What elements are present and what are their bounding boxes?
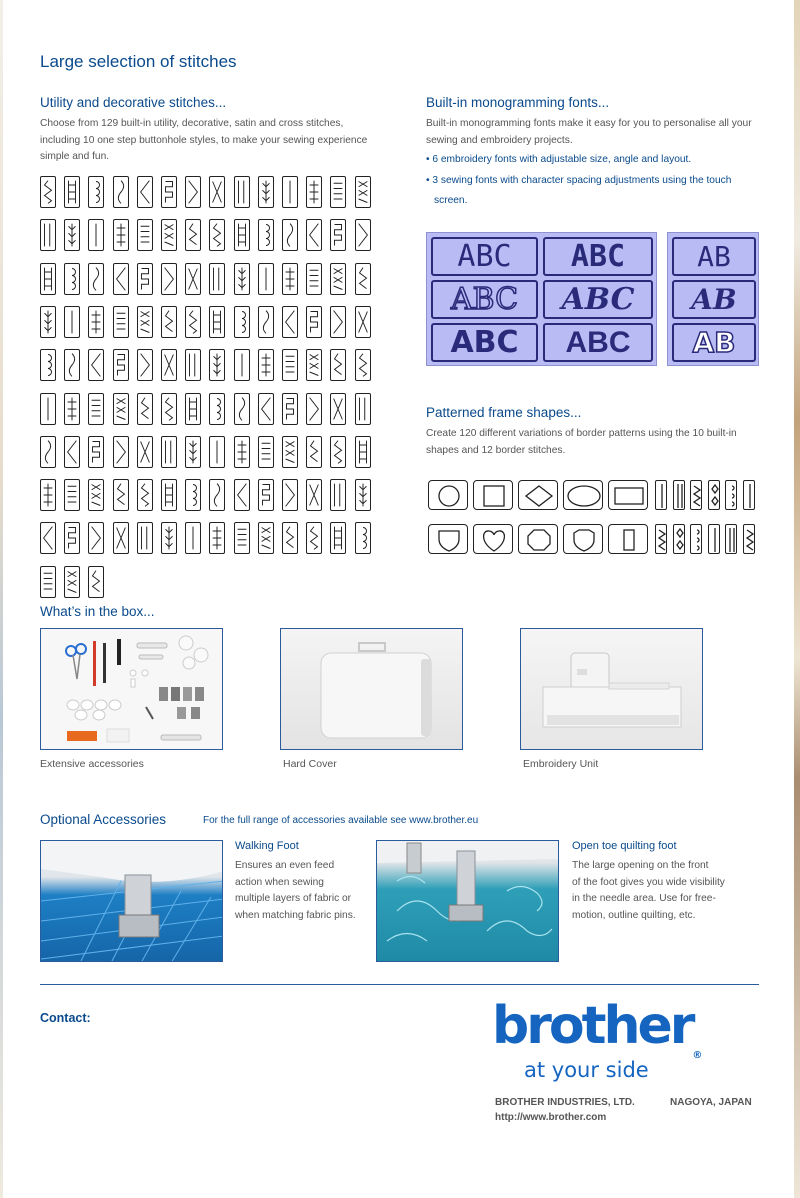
registered-mark: ® [692,1050,703,1061]
font-sample: AB [672,237,756,276]
stitch-pattern-icon [137,522,153,554]
stitch-pattern-icon [137,393,153,425]
stitch-pattern-icon [88,436,104,468]
stitch-pattern-icon [113,436,129,468]
stitch-pattern-icon [64,566,80,598]
stitch-pattern-icon [40,349,56,381]
stitch-pattern-icon [330,479,346,511]
hard-cover-photo [280,628,463,750]
stitch-pattern-icon [355,263,371,295]
utility-heading: Utility and decorative stitches... [40,95,227,110]
stitch-pattern-icon [40,393,56,425]
border-stitch-icon [708,480,720,510]
stitch-pattern-icon [185,349,201,381]
frame-narrow-rectangle [608,524,648,554]
company-name: BROTHER INDUSTRIES, LTD. [495,1097,635,1108]
quilting-foot-photo [376,840,559,962]
stitch-pattern-icon [355,306,371,338]
stitch-pattern-icon [355,436,371,468]
stitch-pattern-icon [113,306,129,338]
stitch-pattern-icon [306,436,322,468]
quilting-foot-line: motion, outline quilting, etc. [572,909,696,921]
frame-crest [563,524,603,554]
stitch-pattern-icon [282,393,298,425]
stitch-pattern-icon [88,522,104,554]
monogram-bullet-3: screen. [434,195,468,206]
font-sample: ABC [543,237,653,276]
quilting-foot-line: The large opening on the front [572,860,709,871]
stitch-pattern-icon [64,176,80,208]
company-url[interactable]: http://www.brother.com [495,1112,607,1123]
stitch-pattern-icon [185,479,201,511]
quilting-foot-line: in the needle area. Use for free- [572,893,716,904]
stitch-pattern-icon [161,349,177,381]
stitch-pattern-icon [137,436,153,468]
font-sample: ABC [543,280,653,319]
stitch-pattern-icon [355,219,371,251]
stitch-pattern-icon [258,263,274,295]
stitch-pattern-icon [306,263,322,295]
stitch-pattern-icon [234,306,250,338]
walking-foot-line: multiple layers of fabric or [235,893,352,904]
stitch-pattern-icon [355,349,371,381]
border-stitch-icon [673,524,685,554]
frame-shield [428,524,468,554]
stitch-pattern-icon [161,436,177,468]
stitch-pattern-icon [330,263,346,295]
frames-heading: Patterned frame shapes... [426,405,582,420]
stitch-pattern-icon [209,479,225,511]
stitch-pattern-icon [185,393,201,425]
stitch-pattern-icon [234,176,250,208]
stitch-pattern-icon [282,263,298,295]
walking-foot-line: Ensures an even feed [235,860,335,871]
border-stitch-icon [655,480,667,510]
stitch-pattern-icon [282,479,298,511]
stitch-pattern-icon [282,219,298,251]
stitch-pattern-icon [161,176,177,208]
company-location: NAGOYA, JAPAN [670,1097,752,1108]
stitch-pattern-icon [137,219,153,251]
stitch-pattern-icon [40,479,56,511]
stitch-pattern-icon [258,522,274,554]
border-stitch-icon [690,524,702,554]
stitch-pattern-icon [330,306,346,338]
stitch-pattern-icon [355,393,371,425]
stitch-pattern-icon [137,479,153,511]
box-heading: What’s in the box... [40,604,155,619]
brother-logo [492,996,703,1061]
utility-body: Choose from 129 built-in utility, decorative, satin and cross stitches, including 10 one step buttonhole styles, to make your sewing experience simple and fun. [40,118,368,162]
stitch-pattern-icon [40,219,56,251]
stitch-pattern-icon [306,306,322,338]
divider-rule [40,984,759,985]
stitch-pattern-icon [306,479,322,511]
stitch-pattern-icon [306,176,322,208]
border-stitch-icon [743,480,755,510]
caption-hard-cover: Hard Cover [283,758,337,770]
stitch-pattern-icon [88,263,104,295]
stitch-pattern-icon [355,479,371,511]
quilting-foot-body [572,858,725,924]
stitch-pattern-icon [40,263,56,295]
monogram-bullet-1: • 6 embroidery fonts with adjustable size, angle and layout. [426,154,692,165]
border-stitch-icon [725,480,737,510]
stitch-pattern-icon [113,349,129,381]
stitch-pattern-icon [330,522,346,554]
brand-name: brother [492,996,693,1056]
stitch-pattern-icon [88,479,104,511]
stitch-pattern-icon [137,263,153,295]
stitch-pattern-icon [209,263,225,295]
stitch-pattern-icon [113,479,129,511]
stitch-pattern-icon [88,349,104,381]
stitch-pattern-icon [258,393,274,425]
stitch-pattern-icon [40,176,56,208]
optional-heading: Optional Accessories [40,812,167,827]
stitch-pattern-icon [113,263,129,295]
stitch-pattern-icon [88,306,104,338]
stitch-pattern-icon [209,219,225,251]
optional-note: For the full range of accessories available see www.brother.eu [203,815,479,826]
stitch-pattern-icon [88,566,104,598]
border-stitch-icon [725,524,737,554]
font-sample: AB [672,323,756,362]
stitch-pattern-icon [209,306,225,338]
stitch-pattern-icon [64,436,80,468]
stitch-pattern-icon [40,522,56,554]
stitch-pattern-icon [209,393,225,425]
stitch-pattern-icon [234,349,250,381]
stitch-pattern-icon [330,436,346,468]
quilting-foot-title: Open toe quilting foot [572,840,677,852]
stitch-pattern-icon [113,176,129,208]
stitch-pattern-icon [258,306,274,338]
stitch-pattern-icon [88,219,104,251]
stitch-pattern-icon [64,479,80,511]
frame-diamond [518,480,558,510]
stitch-pattern-icon [113,219,129,251]
stitch-pattern-icon [355,522,371,554]
stitch-pattern-icon [137,349,153,381]
stitch-pattern-icon [64,393,80,425]
page-title: Large selection of stitches [40,52,237,71]
stitch-pattern-icon [306,522,322,554]
font-sample: ABC [431,237,538,276]
caption-accessories: Extensive accessories [40,758,144,770]
stitch-pattern-icon [234,522,250,554]
walking-foot-body [235,858,356,924]
stitch-pattern-icon [258,176,274,208]
stitch-pattern-icon [234,479,250,511]
font-sample: ABC [431,323,538,362]
caption-embroidery-unit: Embroidery Unit [523,758,599,770]
stitch-pattern-icon [161,263,177,295]
stitch-pattern-icon [113,393,129,425]
embroidery-unit-photo [520,628,703,750]
walking-foot-photo [40,840,223,962]
frame-circle [428,480,468,510]
stitch-pattern-icon [40,436,56,468]
stitch-pattern-icon [234,436,250,468]
stitch-pattern-icon [161,393,177,425]
stitch-pattern-icon [161,479,177,511]
sewing-font-lcd [667,232,759,366]
stitch-pattern-icon [306,393,322,425]
frame-oval [563,480,603,510]
stitch-pattern-icon [234,219,250,251]
stitch-pattern-icon [258,479,274,511]
stitch-pattern-icon [64,306,80,338]
left-edge-strip [0,0,3,1198]
quilting-foot-line: of the foot gives you wide visibility [572,876,725,888]
accessories-photo [40,628,223,750]
stitch-pattern-icon [161,219,177,251]
brand-tagline: at your side [524,1058,649,1082]
font-sample: ABC [431,280,538,319]
stitch-pattern-icon [330,219,346,251]
border-stitch-icon [655,524,667,554]
stitch-pattern-icon [88,176,104,208]
embroidery-font-lcd [426,232,657,366]
stitch-pattern-icon [137,176,153,208]
stitch-pattern-icon [185,522,201,554]
walking-foot-title: Walking Foot [235,840,299,852]
border-stitch-icon [708,524,720,554]
border-stitch-icon [690,480,702,510]
stitch-pattern-icon [209,522,225,554]
stitch-pattern-icon [137,306,153,338]
monogram-heading: Built-in monogramming fonts... [426,95,610,110]
stitch-pattern-icon [209,176,225,208]
stitch-pattern-icon [330,349,346,381]
border-stitch-icon [743,524,755,554]
stitch-pattern-icon [330,176,346,208]
stitch-pattern-icon [282,306,298,338]
monogram-bullet-2: • 3 sewing fonts with character spacing adjustments using the touch [426,175,732,186]
contact-label: Contact: [40,1011,91,1025]
walking-foot-line: when matching fabric pins. [235,909,356,921]
stitch-pattern-icon [64,263,80,295]
walking-foot-line: action when sewing [235,876,324,888]
stitch-pattern-icon [40,306,56,338]
stitch-pattern-icon [185,219,201,251]
stitch-pattern-icon [282,349,298,381]
monogram-body: Built-in monogramming fonts make it easy for you to personalise all your sewing and embroidery projects. [426,118,752,146]
frame-rectangle [608,480,648,510]
stitch-pattern-icon [234,393,250,425]
stitch-pattern-icon [258,436,274,468]
stitch-pattern-icon [258,349,274,381]
stitch-pattern-icon [185,263,201,295]
stitch-pattern-icon [209,436,225,468]
stitch-pattern-icon [282,176,298,208]
stitch-pattern-icon [185,436,201,468]
stitch-pattern-icon [209,349,225,381]
stitch-pattern-icon [64,219,80,251]
font-sample: ABC [543,323,653,362]
stitch-pattern-icon [282,436,298,468]
stitch-pattern-icon [282,522,298,554]
stitch-pattern-icon [64,349,80,381]
stitch-pattern-icon [306,349,322,381]
stitch-pattern-icon [88,393,104,425]
stitch-pattern-icon [234,263,250,295]
frame-square [473,480,513,510]
border-stitch-icon [673,480,685,510]
frames-body: Create 120 different variations of border patterns using the 10 built-in shapes and 12 border stitches. [426,428,737,456]
frame-heart [473,524,513,554]
frame-octagon [518,524,558,554]
right-edge-strip [794,0,800,1198]
stitch-pattern-icon [64,522,80,554]
stitch-pattern-icon [185,306,201,338]
stitch-pattern-icon [330,393,346,425]
stitch-pattern-icon [161,306,177,338]
stitch-pattern-icon [161,522,177,554]
stitch-pattern-icon [113,522,129,554]
stitch-pattern-icon [185,176,201,208]
stitch-pattern-icon [306,219,322,251]
stitch-pattern-icon [355,176,371,208]
font-sample: AB [672,280,756,319]
stitch-pattern-icon [258,219,274,251]
stitch-pattern-icon [40,566,56,598]
